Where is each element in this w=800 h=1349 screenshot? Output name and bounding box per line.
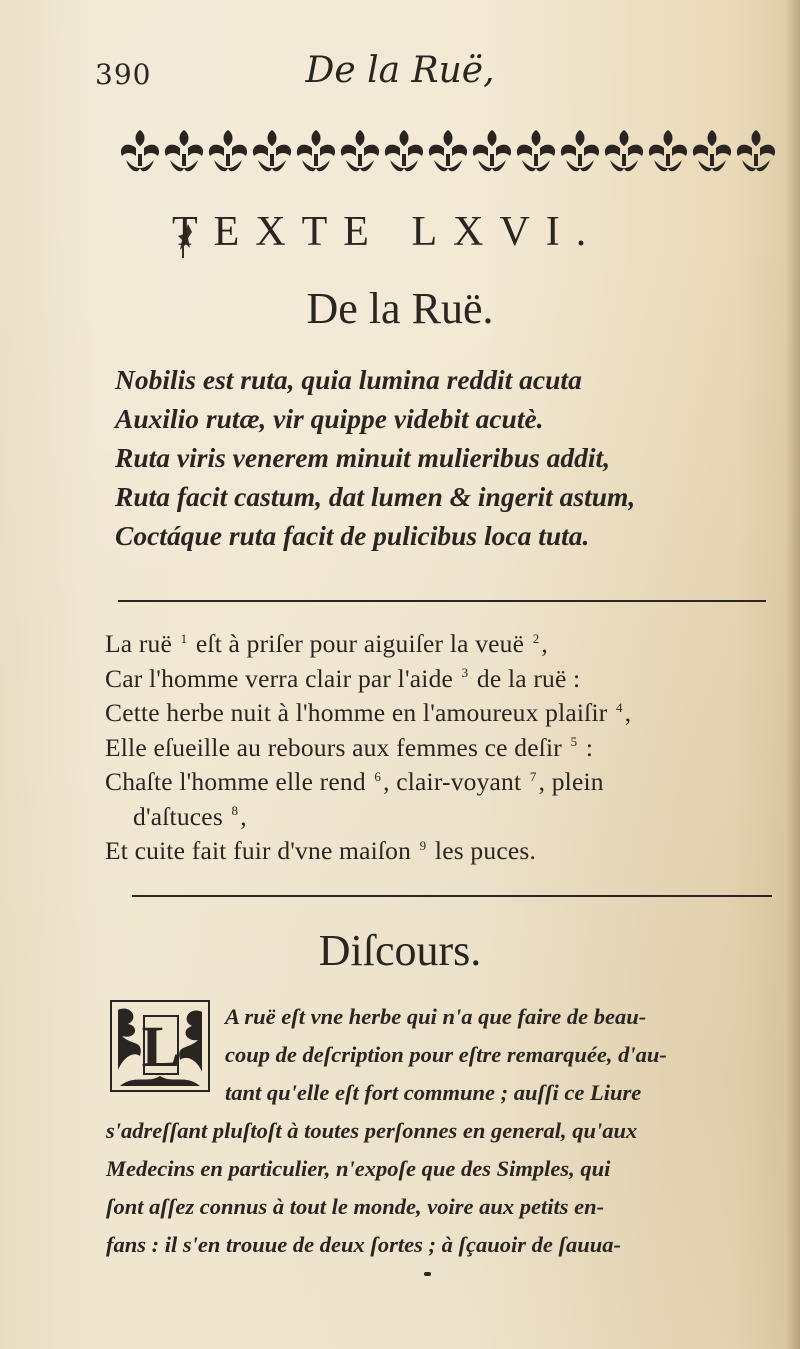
french-line: [105, 834, 795, 869]
discours-line: fans : il s'en trouue de deux ſortes ; à ſçauoir de ſauua-: [106, 1232, 622, 1257]
discours-opening: [225, 998, 790, 1112]
french-line: [105, 765, 795, 800]
latin-line: Nobilis est ruta, quia lumina reddit acuta: [115, 364, 582, 395]
ink-speck: [424, 1272, 431, 1276]
verse-text: eſt à priſer pour aiguiſer la veuë: [189, 629, 531, 658]
fleuron-band-icon: [118, 126, 778, 178]
latin-line: Ruta facit castum, dat lumen & ingerit astum,: [115, 481, 636, 512]
fleuron-icon: [209, 130, 247, 171]
svg-text:L: L: [141, 1014, 181, 1079]
running-title: De la Ruë,: [305, 50, 495, 91]
french-verse: [105, 627, 795, 869]
fleuron-icon: [297, 130, 335, 171]
discours-body: [106, 1112, 796, 1264]
french-line: [105, 800, 795, 835]
discours-line: tant qu'elle eſt fort commune ; auſſi ce Liure: [225, 1080, 642, 1105]
footnote-marker: 5: [570, 734, 578, 749]
discours-line: coup de deſcription pour eſtre remarquée, d'au-: [225, 1042, 667, 1067]
fleuron-icon: [649, 130, 687, 171]
fleuron-icon: [517, 130, 555, 171]
discours-heading: Diſcours.: [318, 926, 482, 975]
latin-line: Auxilio rutæ, vir quippe videbit acutè.: [115, 403, 544, 434]
fleuron-icon: [253, 130, 291, 171]
fleuron-icon: [693, 130, 731, 171]
fleuron-icon: [121, 130, 159, 171]
french-line: [105, 627, 795, 662]
footnote-marker: 4: [616, 699, 623, 715]
verse-text: , plein: [538, 767, 604, 796]
footnote-marker: 9: [419, 837, 427, 853]
verse-text: ,: [541, 629, 548, 658]
section-rule: [118, 600, 766, 602]
discours-line: ſont aſſez connus à tout le monde, voire aux petits en-: [106, 1194, 605, 1219]
footnote-marker: 6: [374, 768, 382, 784]
footnote-marker: 2: [532, 630, 540, 646]
footnote-marker: 8: [231, 803, 239, 818]
footnote-marker: 1: [180, 630, 188, 646]
verse-text: , clair-voyant: [383, 767, 528, 796]
texte-heading: TEXTE LXVI.: [172, 209, 603, 255]
fleuron-icon: [341, 130, 379, 171]
fleuron-icon: [561, 130, 599, 171]
french-line: [105, 696, 795, 731]
verse-text: Et cuite fait fuir d'vne maiſon: [105, 836, 418, 865]
discours-line: A ruë eſt vne herbe qui n'a que faire de beau-: [225, 1004, 647, 1029]
verse-text: ,: [624, 698, 632, 727]
verse-text: de la ruë :: [470, 663, 581, 693]
latin-line: Ruta viris venerem minuit mulieribus addit,: [115, 442, 611, 473]
verse-text: ,: [240, 801, 247, 831]
footnote-marker: 3: [461, 665, 469, 680]
verse-text: :: [579, 732, 594, 762]
fleuron-icon: [737, 130, 775, 171]
verse-text: les puces.: [428, 836, 537, 865]
verse-text: Elle eſueille au rebours aux femmes ce deſir: [105, 732, 569, 762]
fleuron-icon: [473, 130, 511, 171]
texte-subheading: De la Ruë.: [306, 284, 494, 333]
verse-text: Cette herbe nuit à l'homme en l'amoureux plaiſir: [105, 698, 615, 727]
discours-line: Medecins en particulier, n'expoſe que des Simples, qui: [106, 1156, 611, 1181]
verse-text: Chaſte l'homme elle rend: [105, 767, 373, 796]
fleuron-icon: [385, 130, 423, 171]
verse-text: Car l'homme verra clair par l'aide: [105, 663, 460, 693]
footnote-marker: 7: [529, 768, 537, 784]
ornamental-dropcap-L-icon: [110, 1000, 210, 1092]
latin-line: Coctáque ruta facit de pulicibus loca tuta.: [115, 520, 590, 551]
verse-text: d'aſtuces: [133, 801, 230, 831]
fleuron-icon: [165, 130, 203, 171]
fleuron-icon: [605, 130, 643, 171]
section-rule: [132, 895, 772, 897]
discours-line: s'adreſſant pluſtoſt à toutes perſonnes en general, qu'aux: [106, 1118, 638, 1143]
french-line: [105, 662, 795, 697]
page-number: 390: [95, 58, 152, 91]
french-line: [105, 731, 795, 766]
latin-verse: [115, 360, 775, 555]
verse-text: La ruë: [105, 629, 179, 658]
fleuron-icon: [429, 130, 467, 171]
